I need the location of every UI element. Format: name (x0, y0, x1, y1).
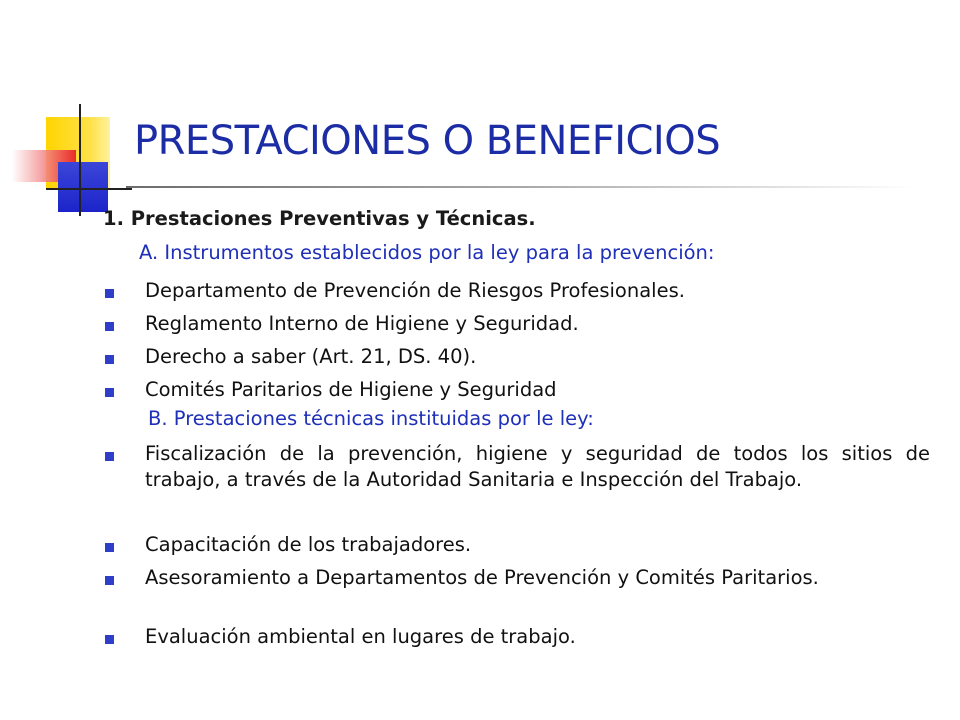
bullet-icon (105, 388, 114, 397)
bullet-icon (105, 635, 114, 644)
list-item-text: Capacitación de los trabajadores. (145, 533, 472, 556)
list-item-text: Departamento de Prevención de Riesgos Profesionales. (145, 279, 685, 302)
decor-horizontal-line (46, 188, 132, 190)
title-underline (126, 186, 916, 188)
list-item (105, 624, 930, 650)
list-item (105, 278, 930, 304)
bullet-icon (105, 452, 114, 461)
slide-title: PRESTACIONES O BENEFICIOS (134, 118, 721, 164)
list-item (105, 441, 930, 493)
list-item-text: Derecho a saber (Art. 21, DS. 40). (145, 345, 477, 368)
list-item (105, 377, 930, 403)
list-item-text: Asesoramiento a Departamentos de Prevención y Comités Paritarios. (145, 566, 819, 589)
bullet-icon (105, 576, 114, 585)
list-item (105, 344, 930, 370)
subheading-b: B. Prestaciones técnicas instituidas por le ley: (148, 407, 594, 430)
list-item-text: Evaluación ambiental en lugares de trabajo. (145, 625, 576, 648)
decor-vertical-line (79, 104, 81, 216)
subheading-a: A. Instrumentos establecidos por la ley para la prevención: (139, 241, 715, 264)
bullet-icon (105, 543, 114, 552)
bullet-icon (105, 289, 114, 298)
section-heading: 1. Prestaciones Preventivas y Técnicas. (103, 207, 536, 230)
bullet-icon (105, 355, 114, 364)
list-item-text: Comités Paritarios de Higiene y Seguridad (145, 378, 557, 401)
list-item-text: Reglamento Interno de Higiene y Seguridad. (145, 312, 579, 335)
list-item (105, 532, 930, 558)
bullet-icon (105, 322, 114, 331)
list-item-text: Fiscalización de la prevención, higiene y seguridad de todos los sitios de trabajo, a través de la Autoridad Sanitaria e Inspección del Trabajo. (145, 442, 930, 491)
decor-blue-square (58, 162, 108, 212)
list-item (105, 565, 930, 591)
list-item (105, 311, 930, 337)
